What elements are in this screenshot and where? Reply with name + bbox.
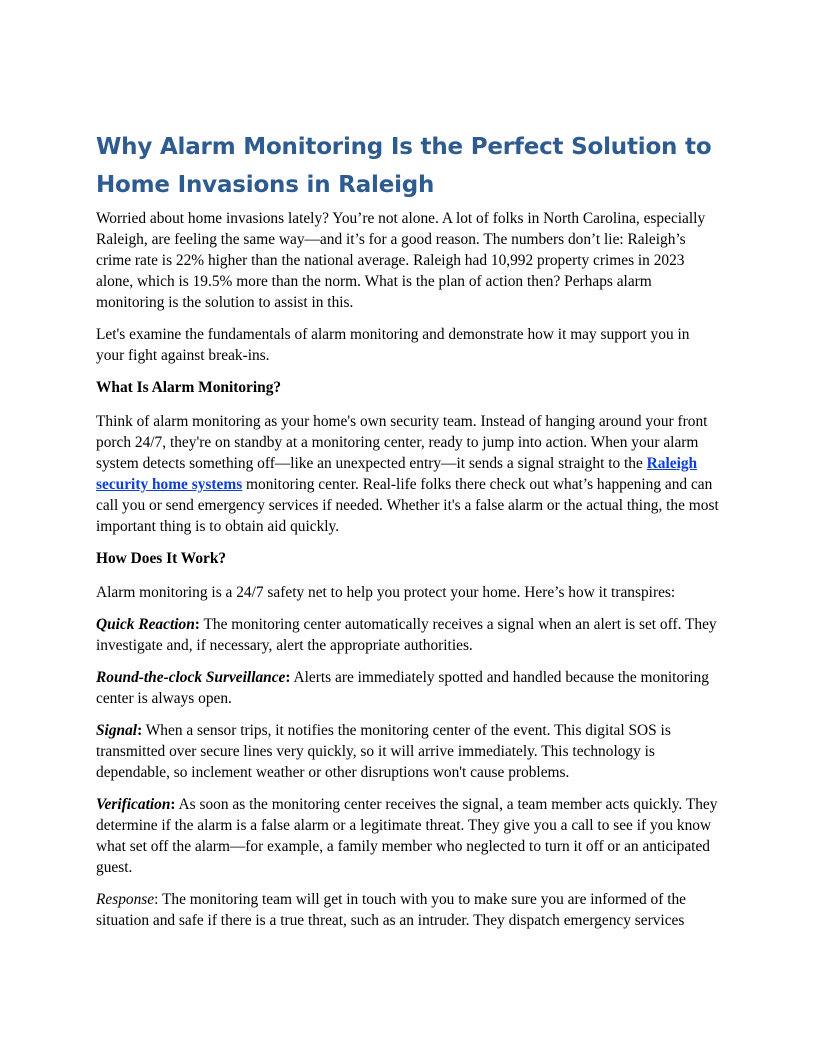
- list-item-response: [96, 889, 720, 931]
- term-response: Response: [96, 891, 155, 908]
- item-text: As soon as the monitoring center receives the signal, a team member acts quickly. They determine if the alarm is a false alarm or a legitimate threat. They give you a call to see if you know what set off the alarm—for example, a family member who neglected to turn it off or an anticipated guest.: [96, 796, 718, 876]
- raleigh-security-link[interactable]: Raleigh security home systems: [96, 455, 698, 493]
- term-colon: :: [170, 796, 176, 813]
- list-item-signal: [96, 720, 720, 783]
- item-text: When a sensor trips, it notifies the monitoring center of the event. This digital SOS is transmitted over secure lines very quickly, so it will arrive immediately. This technology is dependable, so inclement weather or other disruptions won't cause problems.: [96, 722, 671, 781]
- item-text: : The monitoring team will get in touch with you to make sure you are informed of the situation and safe if there is a true threat, such as an intruder. They dispatch emergency services: [96, 891, 686, 929]
- list-item-quick-reaction: [96, 614, 720, 656]
- term-colon: :: [137, 722, 143, 739]
- term-colon: :: [194, 616, 200, 633]
- what-is-text-after: monitoring center. Real-life folks there check out what’s happening and can call you or send emergency services if needed. Whether it's a false alarm or the actual thing, the most important thing is to obtain aid quickly.: [96, 476, 719, 535]
- term-quick-reaction: Quick Reaction: [96, 616, 195, 633]
- item-text: The monitoring center automatically receives a signal when an alert is set off. They investigate and, if necessary, alert the appropriate authorities.: [96, 616, 717, 654]
- section-heading-what-is: What Is Alarm Monitoring?: [96, 379, 282, 396]
- what-is-text-before: Think of alarm monitoring as your home's own security team. Instead of hanging around your front porch 24/7, they're on standby at a monitoring center, ready to jump into action. When your alarm system detects something off—like an unexpected entry—it sends a signal straight to the: [96, 413, 708, 472]
- document-page: [96, 128, 720, 942]
- item-text: Alerts are immediately spotted and handled because the monitoring center is always open.: [96, 669, 709, 707]
- what-is-paragraph: [96, 411, 720, 537]
- term-surveillance: Round-the-clock Surveillance: [96, 669, 286, 686]
- list-item-surveillance: [96, 667, 720, 709]
- document-title: Why Alarm Monitoring Is the Perfect Solution to Home Invasions in Raleigh: [96, 134, 712, 198]
- list-item-verification: [96, 794, 720, 878]
- term-signal: Signal: [96, 722, 138, 739]
- lead-paragraph: Let's examine the fundamentals of alarm monitoring and demonstrate how it may support you in your fight against break-ins.: [96, 326, 690, 364]
- how-it-works-intro: Alarm monitoring is a 24/7 safety net to help you protect your home. Here’s how it transpires:: [96, 584, 676, 601]
- term-colon: :: [285, 669, 291, 686]
- intro-paragraph: Worried about home invasions lately? You’re not alone. A lot of folks in North Carolina, especially Raleigh, are feeling the same way—and it’s for a good reason. The numbers don’t lie: Raleigh’s crime rate is 22% higher than the national average. Raleigh had 10,992 property crimes in 2023 alone, which is 19.5% more than the norm. What is the plan of action then? Perhaps alarm monitoring is the solution to assist in this.: [96, 210, 706, 311]
- term-verification: Verification: [96, 796, 171, 813]
- section-heading-how-it-works: How Does It Work?: [96, 550, 227, 567]
